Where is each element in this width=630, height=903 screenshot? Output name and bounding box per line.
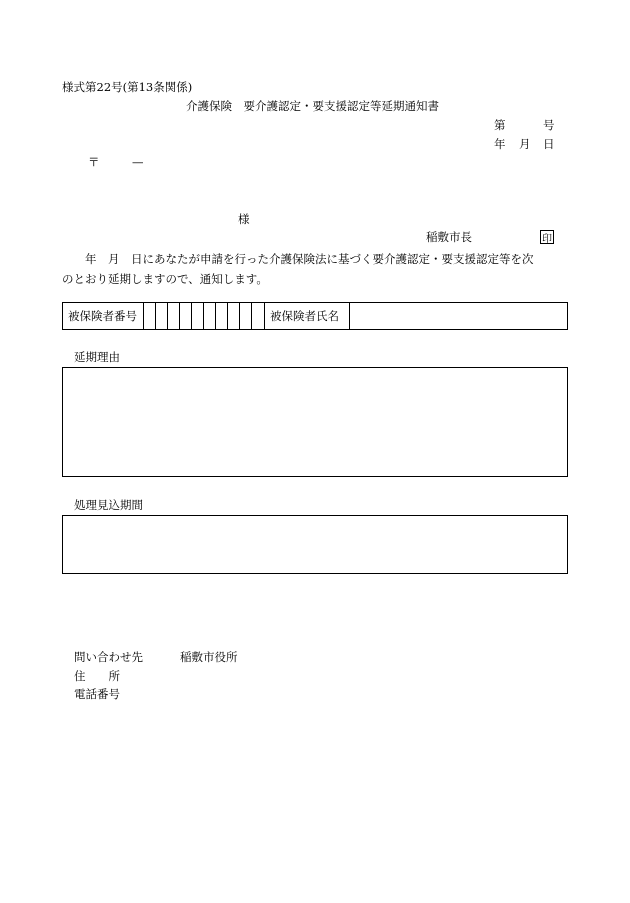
insured-number-cell-2[interactable] (156, 303, 168, 329)
contact-label: 問い合わせ先 (74, 650, 143, 664)
contact-phone-label: 電話番号 (74, 687, 120, 701)
period-box[interactable] (62, 515, 568, 574)
contact-office: 稲敷市役所 (180, 650, 238, 664)
contact-address-label: 住 所 (74, 669, 120, 683)
insured-number-cell-5[interactable] (192, 303, 204, 329)
insured-number-cell-3[interactable] (168, 303, 180, 329)
document-title: 介護保険 要介護認定・要支援認定等延期通知書 (186, 99, 439, 113)
postal-dash: — (132, 155, 144, 169)
insured-number-cell-10[interactable] (252, 303, 265, 329)
addressee-sama: 様 (238, 212, 250, 226)
insured-number-cell-6[interactable] (204, 303, 216, 329)
issuer-name: 稲敷市長 (426, 230, 472, 244)
insured-table (62, 302, 568, 330)
insured-number-label: 被保険者番号 (63, 303, 144, 329)
ref-go: 号 (543, 118, 555, 132)
insured-name-label: 被保険者氏名 (265, 303, 350, 329)
seal-mark: 印 (540, 230, 554, 244)
date-month: 月 (519, 137, 531, 151)
postal-mark: 〒 (88, 155, 100, 169)
ref-dai: 第 (494, 118, 506, 132)
body-text (62, 249, 570, 289)
insured-number-cell-9[interactable] (240, 303, 252, 329)
insured-number-cell-8[interactable] (228, 303, 240, 329)
reason-box[interactable] (62, 367, 568, 477)
insured-name-field[interactable] (350, 303, 567, 329)
insured-number-cell-4[interactable] (180, 303, 192, 329)
body-line-1: 年 月 日にあなたが申請を行った介護保険法に基づく要介護認定・要支援認定等を次 (62, 252, 534, 266)
body-line-2: のとおり延期しますので、通知します。 (62, 272, 268, 286)
insured-number-cell-7[interactable] (216, 303, 228, 329)
form-number: 様式第22号(第13条関係) (62, 80, 193, 94)
insured-number-cell-1[interactable] (144, 303, 156, 329)
date-day: 日 (543, 137, 555, 151)
date-year: 年 (494, 137, 506, 151)
period-label: 処理見込期間 (74, 498, 143, 512)
reason-label: 延期理由 (74, 350, 120, 364)
